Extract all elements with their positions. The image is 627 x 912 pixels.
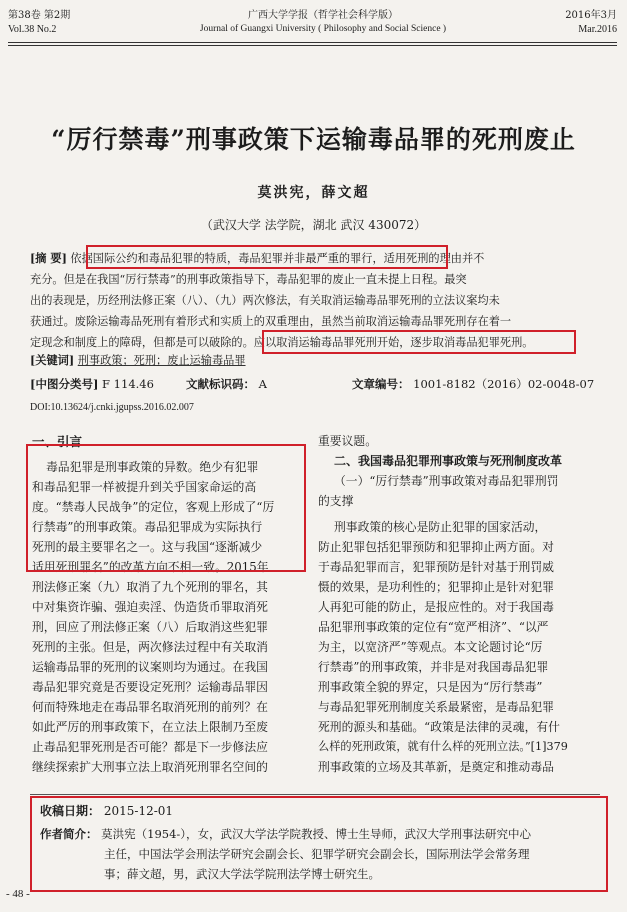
- page-number: - 48 -: [6, 888, 30, 900]
- body-line: 刑，回应了刑法修正案（八）后取消这些犯罪: [32, 620, 268, 634]
- highlight-box-abstract-end: [262, 330, 576, 354]
- keywords: [30, 352, 246, 368]
- clc-label: [中图分类号]: [30, 377, 99, 391]
- body-line: 品犯罪刑事政策的定位有“宽严相济”、“以严: [318, 620, 549, 634]
- body-line: 刑事政策全貌的界定，只是因为“厉行禁毒”: [318, 680, 543, 694]
- body-line: 行禁毒”的刑事政策。毒品犯罪成为实际执行: [32, 520, 263, 534]
- author-bio-text: 莫洪宪（1954-），女，武汉大学法学院教授、博士生导师，武汉大学刑事法研究中心: [101, 827, 532, 841]
- keywords-label: [关键词]: [30, 353, 75, 367]
- abstract-line: 获通过。废除运输毒品死刑有着形式和实质上的双重理由，虽然当前取消运输毒品罪死刑存在着一: [30, 315, 512, 328]
- abstract-line: 出的表现是，历经刑法修正案（八）、（九）两次修法，有关取消运输毒品罪死刑的立法议案均未: [30, 294, 500, 307]
- article-number-label: 文章编号：: [352, 377, 410, 391]
- body-line: 慑的效果，是功利性的；犯罪抑止是针对犯罪: [318, 580, 554, 594]
- keywords-text: 刑事政策；死刑；废止运输毒品罪: [77, 354, 246, 367]
- author-bio-label: 作者简介：: [40, 827, 98, 841]
- received-value: 2015-12-01: [103, 804, 174, 818]
- clc-number: [30, 376, 154, 392]
- highlight-box-footnote: [30, 796, 608, 892]
- abstract-text: 依据国际公约和毒品犯罪的特质，毒品犯罪并非最严重的罪行，适用死刑的理由并不: [70, 252, 485, 265]
- body-line: 中对集资诈骗、强迫卖淫、伪造货币罪取消死: [32, 600, 268, 614]
- body-line: 刑法修正案（九）取消了九个死刑的罪名，其: [32, 580, 268, 594]
- abstract-line: 充分。但是在我国“厉行禁毒”的刑事政策指导下，毒品犯罪的废止一直未提上日程。最突: [30, 273, 467, 286]
- volume-en: Vol.38 No.2: [8, 24, 57, 35]
- body-line: 刑事政策的核心是防止犯罪的国家活动，: [334, 520, 547, 534]
- section-heading-introduction: 一、引言: [32, 434, 83, 449]
- body-line: 死刑的主张。但是，两次修法过程中有关取消: [32, 640, 268, 654]
- header-rule-thin: [8, 45, 617, 46]
- article-title: “厉行禁毒”刑事政策下运输毒品罪的死刑废止: [51, 125, 576, 154]
- abstract-label: [摘 要]: [30, 251, 67, 265]
- subsection-heading-cont: 的支撑: [318, 494, 354, 508]
- running-header: [8, 4, 617, 44]
- body-line: 和毒品犯罪一样被提升到关乎国家命运的高: [32, 480, 257, 494]
- highlight-box-introduction: [26, 444, 306, 572]
- body-line: 继续探索扩大刑事立法上取消死刑罪名空间的: [32, 760, 268, 774]
- body-line: 何而特殊地走在毒品罪名取消死刑的前列？在: [32, 700, 268, 714]
- document-code: [186, 376, 267, 392]
- body-line: 重要议题。: [318, 434, 377, 448]
- body-line: 如此严厉的刑事政策下，在立法上限制乃至废: [32, 720, 268, 734]
- body-line: 于毒品犯罪而言，犯罪预防是针对基于刑罚威: [318, 560, 554, 574]
- section-heading-drug-policy: 二、我国毒品犯罪刑事政策与死刑制度改革: [334, 454, 563, 468]
- author-bio-line: 事；薛文超，男，武汉大学法学院刑法学博士研究生。: [104, 867, 380, 881]
- journal-name-cn: 广西大学学报（哲学社会科学版）: [248, 10, 398, 21]
- body-line: 刑事政策的立场及其革新，是奠定和推动毒品: [318, 760, 554, 774]
- doc-code-value: A: [258, 377, 267, 391]
- date-en: Mar.2016: [578, 24, 617, 35]
- body-line: 运输毒品罪的死刑的议案则均为通过。在我国: [32, 660, 268, 674]
- received-label: 收稿日期：: [40, 804, 101, 818]
- highlight-box-abstract-start: [86, 245, 448, 269]
- body-line: 毒品犯罪是刑事政策的异数。绝少有犯罪: [46, 460, 259, 474]
- body-line: 适用死刑罪名”的改革方向不相一致。2015年: [32, 560, 269, 574]
- body-line: 毒品犯罪究竟是否要设定死刑？运输毒品罪因: [32, 680, 268, 694]
- body-line: 与毒品犯罪死刑制度关系最紧密，是毒品犯罪: [318, 700, 554, 714]
- body-line: 防止犯罪包括犯罪预防和犯罪抑止两方面。对: [318, 540, 554, 554]
- doc-code-label: 文献标识码：: [186, 377, 255, 391]
- footnote-rule: [30, 794, 600, 795]
- abstract-line: 定现念和制度上的障碍，但都是可以破除的。应以取消运输毒品罪死刑开始，逐步取消毒品犯罪死刑。: [30, 336, 534, 349]
- body-line: 死刑的最主要罪名之一。这与我国“逐渐减少: [32, 540, 263, 554]
- header-rule: [8, 42, 617, 43]
- body-line: 行禁毒”的刑事政策，并非是对我国毒品犯罪: [318, 660, 549, 674]
- author-bio-line: 主任，中国法学会刑法学研究会副会长、犯罪学研究会副会长，国际刑法学会常务理: [104, 847, 530, 861]
- body-line: 么样的死刑政策，就有什么样的死刑立法。”[1]379: [318, 740, 568, 753]
- clc-value: F 114.46: [102, 377, 154, 391]
- journal-name-en: Journal of Guangxi University ( Philosophy and Social Science ): [199, 24, 447, 34]
- article-number: [352, 376, 594, 392]
- doi: DOI:10.13624/j.cnki.jgupss.2016.02.007: [30, 402, 194, 413]
- body-line: 度。“禁毒人民战争”的定位，客观上形成了“厉: [32, 500, 275, 514]
- body-line: 人再犯可能的防止，是报应性的。对于我国毒: [318, 600, 554, 614]
- body-line: 死刑的源头和基础。“政策是法律的灵魂，有什: [318, 720, 560, 734]
- article-number-value: 1001-8182（2016）02-0048-07: [413, 377, 595, 391]
- author-affiliation: （武汉大学 法学院，湖北 武汉 430072）: [200, 218, 427, 232]
- body-line: 止毒品犯罪死刑是否可能？都是下一步修法应: [32, 740, 268, 754]
- subsection-heading: （一）“厉行禁毒”刑事政策对毒品犯罪刑罚: [334, 474, 559, 488]
- date-cn: 2016年3月: [565, 10, 617, 21]
- body-line: 为主，以宽济严”等观点。本文论题讨论“厉: [318, 640, 543, 654]
- author-names: 莫洪宪，薛文超: [257, 185, 370, 201]
- volume-cn: 第38卷 第2期: [8, 10, 71, 21]
